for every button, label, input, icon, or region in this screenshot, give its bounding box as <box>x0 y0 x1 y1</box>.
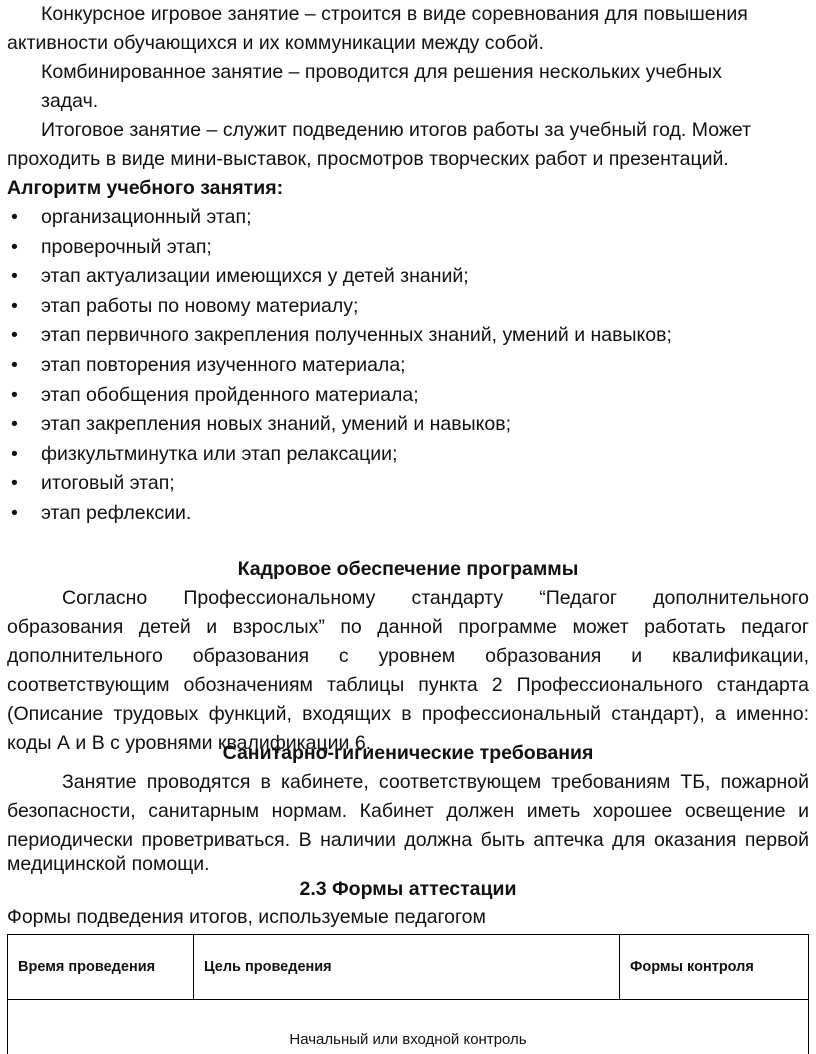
bullet-icon: • <box>11 351 18 381</box>
sanitary-line: медицинской помощи. <box>7 850 210 879</box>
list-item <box>0 410 816 440</box>
list-item-text: этап рефлексии. <box>41 499 191 529</box>
sanitary-line: Занятие проводятся в кабинете, соответствующем требованиям ТБ, пожарной <box>62 768 809 797</box>
list-item-text: этап закрепления новых знаний, умений и навыков; <box>41 410 511 440</box>
bullet-icon: • <box>11 233 18 263</box>
paragraph-final-line1: Итоговое занятие – служит подведению итогов работы за учебный год. Может <box>41 116 751 145</box>
list-item-text: итоговый этап; <box>41 469 175 499</box>
paragraph-competitive-line1: Конкурсное игровое занятие – строится в виде соревнования для повышения <box>41 0 748 29</box>
bullet-icon: • <box>11 499 18 529</box>
list-item <box>0 469 816 499</box>
staffing-line: коды А и В с уровнями квалификации 6. <box>7 729 371 758</box>
paragraph-combined-line1: Комбинированное занятие – проводится для решения нескольких учебных <box>41 58 722 87</box>
staffing-line: (Описание трудовых функций, входящих в профессиональный стандарт), а именно: <box>7 700 809 729</box>
column-header-goal: Цель проведения <box>194 935 620 1000</box>
column-header-control-forms: Формы контроля <box>620 935 809 1000</box>
list-item <box>0 351 816 381</box>
list-item-text: этап обобщения пройденного материала; <box>41 381 419 411</box>
staffing-line: соответствующим обозначениям таблицы пункта 2 Профессионального стандарта <box>7 671 809 700</box>
list-item <box>0 381 816 411</box>
algorithm-heading: Алгоритм учебного занятия: <box>7 174 283 203</box>
bullet-icon: • <box>11 440 18 470</box>
paragraph-final-line2: проходить в виде мини-выставок, просмотров творческих работ и презентаций. <box>7 145 729 174</box>
bullet-icon: • <box>11 410 18 440</box>
staffing-heading: Кадровое обеспечение программы <box>0 555 816 584</box>
sanitary-line: безопасности, санитарным нормам. Кабинет должен иметь хорошее освещение и <box>7 797 809 826</box>
list-item <box>0 292 816 322</box>
column-header-time: Время проведения <box>8 935 194 1000</box>
paragraph-competitive-line2: активности обучающихся и их коммуникации между собой. <box>7 29 544 58</box>
paragraph-combined-line2: задач. <box>41 87 98 116</box>
table-header-row <box>8 935 809 1000</box>
staffing-line: образования детей и взрослых” по данной программе может работать педагог <box>7 613 809 642</box>
attestation-heading: 2.3 Формы аттестации <box>0 875 816 904</box>
list-item-text: организационный этап; <box>41 203 252 233</box>
bullet-icon: • <box>11 262 18 292</box>
list-item <box>0 203 816 233</box>
bullet-icon: • <box>11 381 18 411</box>
list-item-text: проверочный этап; <box>41 233 212 263</box>
list-item <box>0 440 816 470</box>
list-item-text: этап работы по новому материалу; <box>41 292 358 322</box>
staffing-line: Согласно Профессиональному стандарту “Педагог дополнительного <box>62 584 809 613</box>
table-section-row: Начальный или входной контроль <box>8 1000 809 1054</box>
attestation-table <box>7 934 809 1054</box>
list-item <box>0 233 816 263</box>
bullet-icon: • <box>11 292 18 322</box>
list-item <box>0 499 816 529</box>
bullet-icon: • <box>11 469 18 499</box>
list-item-text: физкультминутка или этап релаксации; <box>41 440 397 470</box>
list-item-text: этап актуализации имеющихся у детей знаний; <box>41 262 469 292</box>
sanitary-line: периодически проветриваться. В наличии должна быть аптечка для оказания первой <box>7 826 809 855</box>
bullet-icon: • <box>11 203 18 233</box>
sanitary-heading: Санитарно-гигиенические требования <box>0 739 816 768</box>
attestation-subheading: Формы подведения итогов, используемые педагогом <box>7 903 486 932</box>
list-item-text: этап повторения изученного материала; <box>41 351 406 381</box>
list-item <box>0 321 816 351</box>
bullet-icon: • <box>11 321 18 351</box>
algorithm-steps-list <box>0 203 816 529</box>
staffing-line: дополнительного образования с уровнем образования и квалификации, <box>7 642 809 671</box>
list-item-text: этап первичного закрепления полученных знаний, умений и навыков; <box>41 321 672 351</box>
list-item <box>0 262 816 292</box>
